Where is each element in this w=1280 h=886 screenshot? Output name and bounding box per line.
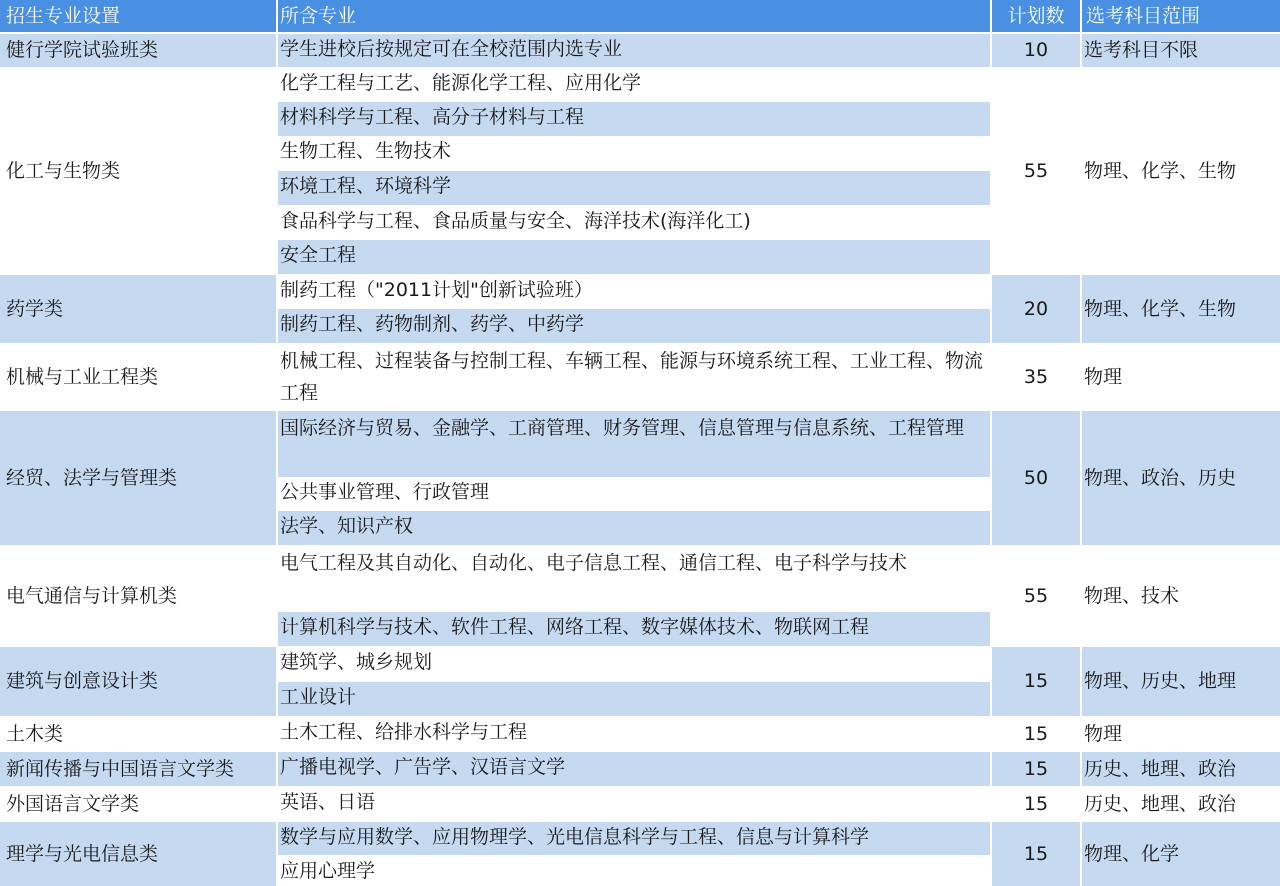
count-cell: 50 bbox=[992, 411, 1080, 545]
major-cell: 化学工程与工艺、能源化学工程、应用化学 bbox=[280, 72, 642, 94]
major-cell: 机械工程、过程装备与控制工程、车辆工程、能源与环境系统工程、工业工程、物流工程 bbox=[280, 350, 984, 404]
count-cell: 35 bbox=[1023, 365, 1049, 388]
major-cell: 环境工程、环境科学 bbox=[278, 171, 990, 205]
count-cell: 15 bbox=[1023, 792, 1049, 815]
major-cell: 电气工程及其自动化、自动化、电子信息工程、通信工程、电子科学与技术 bbox=[280, 552, 908, 574]
subjects-cell: 物理、化学 bbox=[1082, 822, 1280, 886]
subjects-cell: 物理 bbox=[1084, 365, 1123, 388]
count-cell: 10 bbox=[992, 34, 1080, 67]
count-cell: 15 bbox=[992, 822, 1080, 886]
category-cell: 药学类 bbox=[0, 275, 276, 343]
category-cell: 外国语言文学类 bbox=[6, 792, 140, 815]
major-cell: 安全工程 bbox=[278, 240, 990, 274]
major-cell: 国际经济与贸易、金融学、工商管理、财务管理、信息管理与信息系统、工程管理 bbox=[278, 411, 990, 477]
count-cell: 15 bbox=[992, 647, 1080, 716]
major-cell: 制药工程（"2011计划"创新试验班） bbox=[280, 279, 593, 301]
subjects-cell: 物理、历史、地理 bbox=[1082, 647, 1280, 716]
major-cell: 土木工程、给排水科学与工程 bbox=[280, 721, 528, 743]
subjects-cell: 物理 bbox=[1084, 722, 1123, 745]
major-cell: 广播电视学、广告学、汉语言文学 bbox=[278, 752, 990, 786]
major-cell: 应用心理学 bbox=[280, 860, 376, 882]
category-cell: 土木类 bbox=[6, 722, 64, 745]
count-cell: 20 bbox=[992, 275, 1080, 343]
major-cell: 数学与应用数学、应用物理学、光电信息科学与工程、信息与计算科学 bbox=[278, 822, 990, 855]
category-cell: 理学与光电信息类 bbox=[0, 822, 276, 886]
subjects-cell: 物理、政治、历史 bbox=[1082, 411, 1280, 545]
header-subjects: 选考科目范围 bbox=[1082, 0, 1280, 32]
header-count: 计划数 bbox=[992, 0, 1080, 32]
category-cell: 健行学院试验班类 bbox=[0, 34, 276, 67]
count-cell: 15 bbox=[1023, 722, 1049, 745]
major-cell: 食品科学与工程、食品质量与安全、海洋技术(海洋化工) bbox=[280, 210, 751, 232]
major-cell: 英语、日语 bbox=[280, 791, 376, 813]
category-cell: 经贸、法学与管理类 bbox=[0, 411, 276, 545]
subjects-cell: 物理、技术 bbox=[1084, 584, 1180, 607]
subjects-cell: 选考科目不限 bbox=[1082, 34, 1280, 67]
major-cell: 计算机科学与技术、软件工程、网络工程、数字媒体技术、物联网工程 bbox=[278, 612, 990, 646]
subjects-cell: 物理、化学、生物 bbox=[1084, 159, 1237, 182]
major-cell: 法学、知识产权 bbox=[278, 511, 990, 545]
major-cell: 材料科学与工程、高分子材料与工程 bbox=[278, 102, 990, 136]
subjects-cell: 历史、地理、政治 bbox=[1084, 792, 1237, 815]
major-cell: 制药工程、药物制剂、药学、中药学 bbox=[278, 309, 990, 343]
category-cell: 新闻传播与中国语言文学类 bbox=[0, 752, 276, 786]
header-category: 招生专业设置 bbox=[0, 0, 276, 32]
major-cell: 工业设计 bbox=[278, 682, 990, 716]
category-cell: 化工与生物类 bbox=[6, 159, 121, 182]
major-cell: 建筑学、城乡规划 bbox=[280, 651, 433, 673]
count-cell: 55 bbox=[1023, 584, 1049, 607]
category-cell: 机械与工业工程类 bbox=[6, 365, 159, 388]
category-cell: 电气通信与计算机类 bbox=[6, 584, 178, 607]
major-cell: 公共事业管理、行政管理 bbox=[280, 481, 490, 503]
header-majors: 所含专业 bbox=[278, 0, 990, 32]
count-cell: 55 bbox=[1023, 159, 1049, 182]
count-cell: 15 bbox=[992, 752, 1080, 786]
subjects-cell: 物理、化学、生物 bbox=[1082, 275, 1280, 343]
major-cell: 生物工程、生物技术 bbox=[280, 140, 452, 162]
category-cell: 建筑与创意设计类 bbox=[0, 647, 276, 716]
major-cell: 学生进校后按规定可在全校范围内选专业 bbox=[278, 34, 990, 67]
subjects-cell: 历史、地理、政治 bbox=[1082, 752, 1280, 786]
